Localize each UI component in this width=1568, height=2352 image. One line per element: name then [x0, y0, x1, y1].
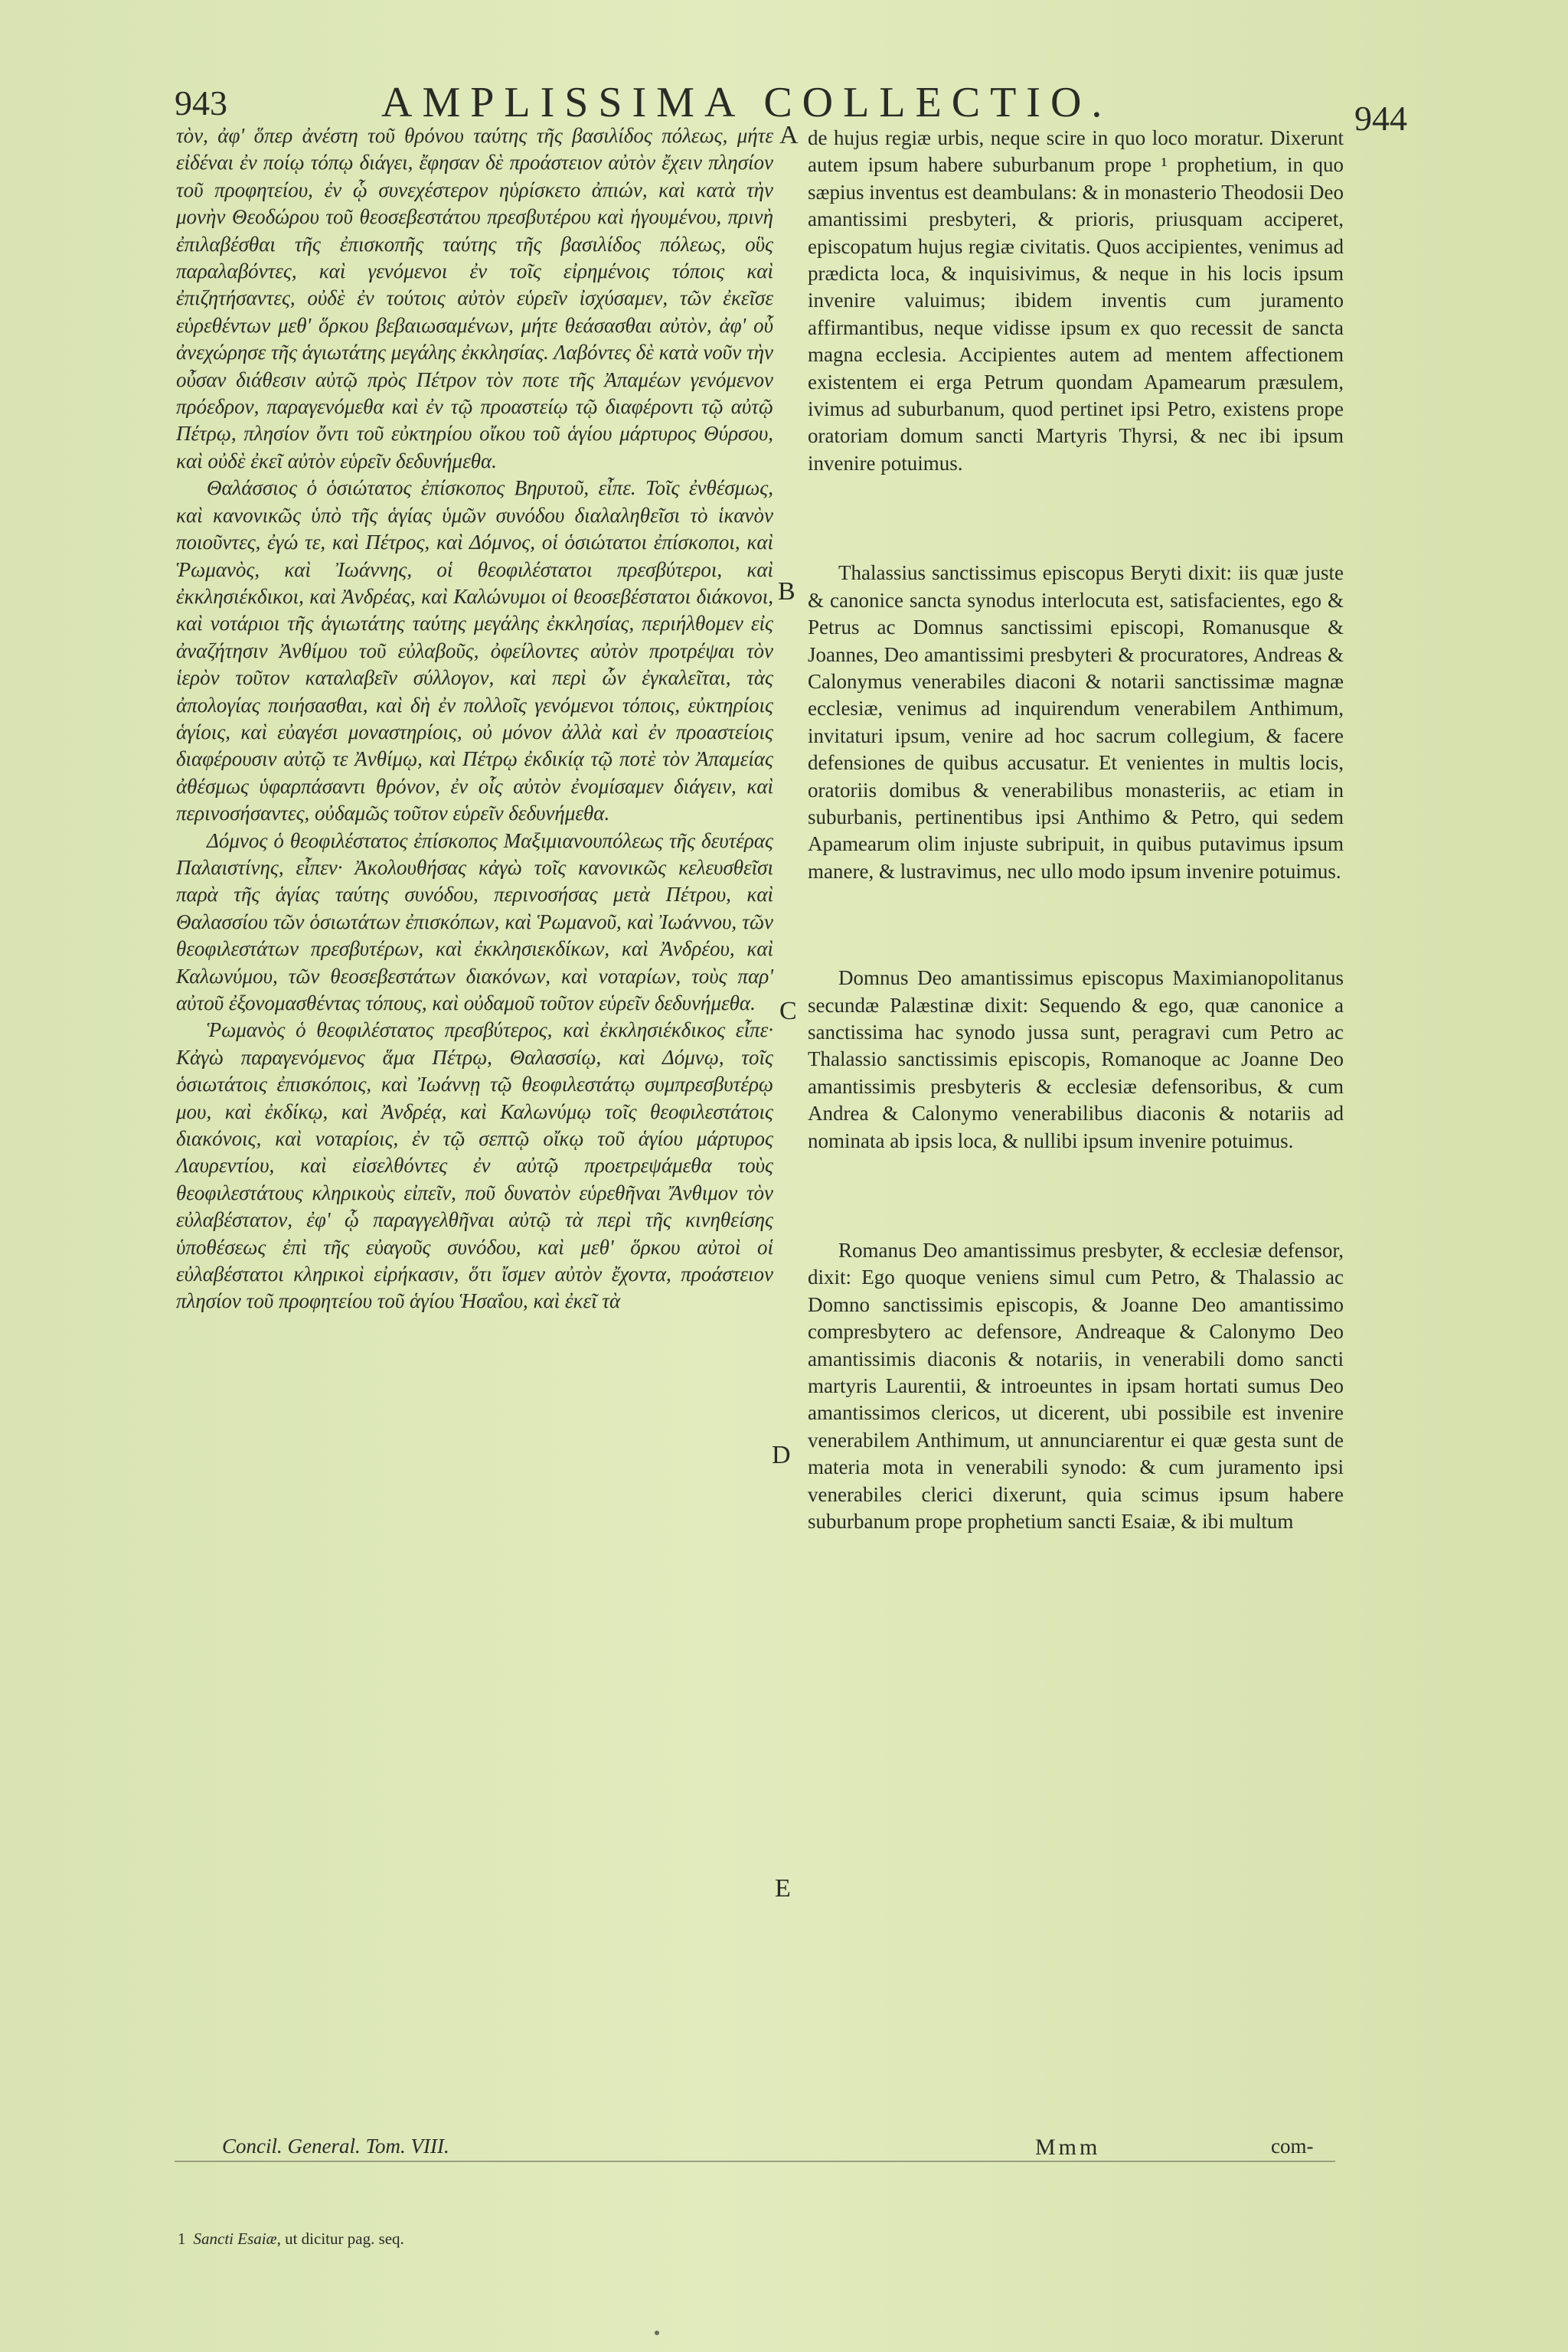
catchword: com- — [1271, 2135, 1314, 2158]
greek-paragraph-4: Ῥωμανὸς ὁ θεοφιλέστατος πρεσβύτερος, καὶ ἐκκλησιέκδικος εἶπε· Κἀγὼ παραγενόμενος ἅμα Πέτρῳ, Θαλασσίῳ, καὶ Δόμνῳ, τοῖς ὁσιωτάτοις ἐπισκόποις, καὶ Ἰωάννῃ τῷ θεοφιλεστάτῳ συμπρεσβυτέρῳ μου, καὶ ἐκδίκῳ, καὶ Ἀνδρέᾳ, καὶ Καλωνύμῳ τοῖς θεοφιλεστάτοις διακόνοις, καὶ νοταρίοις, ἐν τῷ σεπτῷ οἴκῳ τοῦ ἁγίου μάρτυρος Λαυρεντίου, καὶ εἰσελθόντες ἐν αὐτῷ προετρεψάμεθα τοὺς θεοφιλεστάτους κληρικοὺς εἰπεῖν, ποῦ δυνατὸν εὑρεθῆναι Ἄνθιμον τὸν εὐλαβέστατον, ἐφ' ᾧ παραγγελθῆναι αὐτῷ τὰ περὶ τῆς κινηθείσης ὑποθέσεως ἐπὶ τῆς εὐαγοῦς συνόδου, καὶ μεθ' ὅρκου αὐτοὶ οἱ εὐλαβέστατοι κληρικοὶ εἰρήκασιν, ὅτι ἴσμεν αὐτὸν ἔχοντα, προάστειον πλησίον τοῦ προφητείου τοῦ ἁγίου Ἡσαΐου, καὶ ἐκεῖ τὰ — [176, 1018, 773, 1313]
latin-paragraph-3: Domnus Deo amantissimus episcopus Maximianopolitanus secundæ Palæstinæ dixit: Sequendo & ego, quæ canonice a sanctissima hac synodo jussa sunt, peragravi cum Petro ac Thalassio sanctissimis episcopis, Romanoque ac Joanne Deo amantissimis presbyteris & ecclesiæ defensoribus, & cum Andrea & Calonymo venerabilibus diaconis & notariis ad nominata ab ipsis loca, & nullibi ipsum invenire potuimus. — [808, 966, 1344, 1152]
greek-paragraph-3: Δόμνος ὁ θεοφιλέστατος ἐπίσκοπος Μαξιμιανουπόλεως τῆς δευτέρας Παλαιστίνης, εἶπεν· Ἀκολουθήσας κἀγὼ τοῖς κανονικῶς κελευσθεῖσι παρὰ τῆς ἁγίας ταύτης συνόδου, περινοσήσας μετὰ Πέτρου, καὶ Θαλασσίου τῶν ὁσιωτάτων ἐπισκόπων, καὶ Ῥωμανοῦ, καὶ Ἰωάννου, τῶν θεοφιλεστάτων πρεσβυτέρων, καὶ ἐκκλησιεκδίκων, καὶ Ἀνδρέου, καὶ Καλωνύμου, τῶν θεοσεβεστάτων διακόνων, καὶ νοταρίων, τοὺς παρ' αὐτοῦ ἐξονομασθέντας τόπους, καὶ οὐδαμοῦ τοῦτον εὑρεῖν δεδυνήμεθα. — [176, 828, 773, 1014]
footnote-rule — [175, 2161, 1335, 2162]
greek-column — [176, 122, 773, 1315]
margin-letter-b: B — [778, 577, 795, 606]
page-number-left: 943 — [175, 83, 227, 122]
page-dot — [655, 2331, 659, 2335]
margin-letter-d: D — [772, 1441, 791, 1469]
margin-letter-a: A — [779, 121, 799, 149]
greek-paragraph-1: τὸν, ἀφ' ὅπερ ἀνέστη τοῦ θρόνου ταύτης τῆς βασιλίδος πόλεως, μήτε εἰδέναι ἐν ποίῳ τόπῳ διάγει, ἔφησαν δὲ προάστειον αὐτὸν ἔχειν πλησίον τοῦ προφητείου, ἐν ᾧ συνεχέστερον ηὑρίσκετο ἀπιών, καὶ κατὰ τὴν μονὴν Θεοδώρου τοῦ θεοσεβεστάτου πρεσβυτέρου καὶ ἡγουμένου, πρινὴ ἐπιλαβέσθαι τῆς ἐπισκοπῆς ταύτης τῆς βασιλίδος πόλεως, οὓς παραλαβόντες, καὶ γενόμενοι ἐν τοῖς εἰρημένοις τόποις καὶ ἐπιζητήσαντες, οὐδὲ ἐν τούτοις αὐτὸν εὑρεῖν ἰσχύσαμεν, τῶν ἐκεῖσε εὑρεθέντων μεθ' ὅρκου βεβαιωσαμένων, μήτε θεάσασθαι αὐτὸν, ἀφ' οὗ ἀνεχώρησε τῆς ἁγιωτάτης μεγάλης ἐκκλησίας. Λαβόντες δὲ κατὰ νοῦν τὴν οὖσαν διάθεσιν αὐτῷ πρὸς Πέτρον τὸν ποτε τῆς Ἀπαμέων γενόμενον πρόεδρον, παραγενόμεθα καὶ ἐν τῷ προαστείῳ τῷ διαφέροντι τῷ αὐτῷ Πέτρῳ, πλησίον ὄντι τοῦ εὐκτηρίου οἴκου τοῦ ἁγίου μάρτυρος Θύρσου, καὶ οὐδὲ ἐκεῖ αὐτὸν εὑρεῖν δεδυνήμεθα. — [176, 124, 773, 472]
latin-paragraph-1: de hujus regiæ urbis, neque scire in quo loco moratur. Dixerunt autem ipsum habere suburbanum prope ¹ prophetium, in quo sæpius inventus est deambulans: & in monasterio Theodosii Deo amantissimi presbyteri, & prioris, priusquam acciperet, episcopatum hujus regiæ civitatis. Quos accipientes, venimus ad prædicta loca, & inquisivimus, & neque in his locis ipsum invenire valuimus; ibidem inventis cum juramento affirmantibus, neque vidisse ipsum ex quo recessit de sancta magna ecclesia. Accipientes autem ad mentem affectionem existentem ei erga Petrum quondam Apamearum præsulem, ivimus ad suburbanum, quod pertinet ipsi Petro, existens prope oratoriam domum sancti Martyris Thyrsi, & nec ibi ipsum invenire potuimus. — [808, 126, 1344, 475]
footer-source: Concil. General. Tom. VIII. — [222, 2135, 449, 2158]
latin-paragraph-4: Romanus Deo amantissimus presbyter, & ecclesiæ defensor, dixit: Ego quoque veniens simul cum Petro, & Thalassio ac Domno sanctissimis episcopis, & Joanne Deo amantissimo compresbytero ac defensore, Andreaque & Calonymo Deo amantissimis diaconis & notariis, in venerabili domo sancti martyris Laurentii, & introeuntes in ipsam hortati sumus Deo amantissimos clericos, ut dicerent, ubi possibile est invenire venerabilem Anthimum, ut annunciarentur ei quæ gesta sunt de materia mota in venerabili synodo: & cum juramento ipsi venerabiles clerici dixerunt, quia scimus ipsum habere suburbanum prope prophetium sancti Esaiæ, & ibi multum — [808, 1239, 1344, 1534]
footnote-number: 1 — [178, 2230, 186, 2248]
margin-letter-e: E — [775, 1874, 791, 1903]
greek-paragraph-2: Θαλάσσιος ὁ ὁσιώτατος ἐπίσκοπος Βηρυτοῦ, εἶπε. Τοῖς ἐνθέσμως, καὶ κανονικῶς ὑπὸ τῆς ἁγίας ὑμῶν συνόδου διαλαληθεῖσι τὸ ἱκανὸν ποιοῦντες, ἐγώ τε, καὶ Πέτρος, καὶ Δόμνος, οἱ ὁσιώτατοι ἐπίσκοποι, καὶ Ῥωμανὸς, καὶ Ἰωάννης, οἱ θεοφιλέστατοι πρεσβύτεροι, καὶ ἐκκλησιέκδικοι, καὶ Ἀνδρέας, καὶ Καλώνυμοι οἱ θεοσεβέστατοι διάκονοι, καὶ νοτάριοι τῆς ἁγιωτάτης ταύτης μεγάλης ἐκκλησίας, περιήλθομεν εἰς ἀναζήτησιν Ἀνθίμου τοῦ εὐλαβοῦς, ὀφείλοντες αὐτὸν προτρέψαι τὸν ἱερὸν τοῦτον καταλαβεῖν σύλλογον, καὶ περὶ ὧν ἐγκαλεῖται, τὰς ἀπολογίας ποιήσασθαι, καὶ δὴ ἐν πολλοῖς γενόμενοι τόποις, εὐκτηρίοις ἁγίοις, καὶ εὐαγέσι μοναστηρίοις, οὐ μόνον ἀλλὰ καὶ ἐν προαστείοις διαφέρουσιν αὐτῷ τε Ἀνθίμῳ, καὶ Πέτρῳ ἐκδικίᾳ τῷ ποτὲ τὸν Ἀπαμείας ἀθέσμως ὑφαρπάσαντι θρόνον, ἐν οἷς αὐτὸν ἐνομίσαμεν διάγειν, καὶ περινοσήσαντες, οὐδαμῶς τοῦτον εὑρεῖν δεδυνήμεθα. — [176, 476, 773, 825]
signature-mark: Mmm — [1035, 2135, 1101, 2160]
margin-letter-c: C — [779, 997, 797, 1025]
latin-column — [808, 125, 1344, 1535]
running-title: AMPLISSIMA COLLECTIO. — [381, 79, 1112, 126]
page-number-right: 944 — [1354, 99, 1407, 138]
footnote-label: Sancti Esaiæ — [193, 2230, 277, 2248]
footnote — [178, 2230, 404, 2249]
footnote-text: , ut dicitur pag. seq. — [276, 2230, 404, 2248]
latin-paragraph-2: Thalassius sanctissimus episcopus Beryti dixit: iis quæ juste & canonice sancta synodus interlocuta est, satisfacientes, ego & Petrus ac Domnus sanctissimi episcopi, Romanusque & Joannes, Deo amantissimi presbyteri & procuratores, Andreas & Calonymus venerabiles diaconi & notarii sanctissimæ magnæ ecclesiæ, venimus ad inquirendum venerabilem Anthimum, invitaturi ipsum, venire ad hoc sacrum collegium, & facere defensiones de quibus accusatur. Et venientes in multis locis, oratoriis domibus & venerabilibus monasteriis, ac etiam in suburbanis, pertinentibus ipsi Anthimo & Petro, qui sedem Apamearum olim injuste subripuit, in quibus putavimus ipsum manere, & lustravimus, nec ullo modo ipsum invenire potuimus. — [808, 561, 1344, 883]
